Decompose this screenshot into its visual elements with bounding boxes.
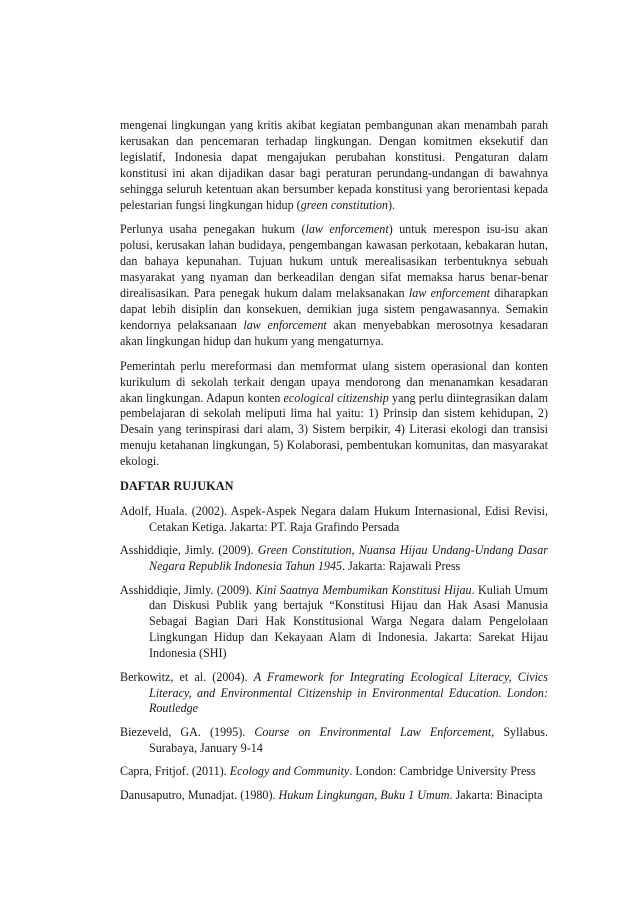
text-run: Pemerintah perlu mereformasi dan memformat ulang sistem operasional dan konten kurikulum di sekolah terkait dengan upaya mendorong dan menanamkan kesadaran akan lingkungan. Adapun konten (120, 358, 548, 405)
italic-text: green constitution (300, 197, 388, 212)
italic-text: law enforcement (243, 317, 327, 332)
references-heading: DAFTAR RUJUKAN (120, 479, 234, 494)
text-run: ) untuk merespon isu-isu akan polusi, kerusakan lahan budidaya, pengembangan kawasan perkotaan, kebakaran hutan, dan bahaya kepunahan. Tujuan hukum untuk merealisasikan terbentuknya sebuah masyarakat yang nyaman dan berkeadilan dengan sifat memaksa harus benar-benar direalisasikan. Para penegak hukum dalam melaksanakan (120, 222, 548, 301)
text-run: diharapkan dapat lebih disiplin dan konsekuen, demikian juga sistem pengawasannya. Semakin kendornya pelaksanaan (120, 286, 548, 332)
italic-text: Kini Saatnya Membumikan Konstitusi Hijau (255, 582, 472, 597)
reference-list (120, 504, 548, 804)
reference-entry (120, 670, 548, 718)
text-run: Asshiddiqie, Jimly. (2009). (120, 543, 258, 558)
text-run: Perlunya usaha penegakan hukum ( (120, 222, 306, 237)
body-paragraph (120, 222, 548, 349)
text-run: ). (387, 197, 395, 212)
text-run: Adolf, Huala. (2002). Aspek-Aspek Negara dalam Hukum Internasional, Edisi Revisi, Cetakan Ketiga. Jakarta: PT. Raja Grafindo Persada (120, 503, 548, 534)
text-run: . Jakarta: Rajawali Press (342, 559, 461, 574)
text-run: Capra, Fritjof. (2011). (120, 764, 230, 779)
text-run: akan menyebabkan merosotnya kesadaran akan lingkungan hidup dan hukum yang mengaturnya. (120, 317, 549, 348)
reference-entry (120, 543, 548, 575)
text-run: . Jakarta: Binacipta (449, 787, 543, 802)
italic-text: Green Constitution, Nuansa Hijau Undang-Undang Dasar Negara Republik Indonesia Tahun 1945 (149, 543, 548, 574)
body-paragraph (120, 359, 548, 470)
document-page (120, 118, 548, 811)
text-run: yang perlu diintegrasikan dalam pembelajaran di sekolah meliputi lima hal yaitu: 1) Prinsip dan sistem kehidupan, 2) Desain yang terinspirasi dari alam, 3) Sistem berpikir, 4) Literasi ekologi dan transisi menuju ketahanan lingkungan, 5) Kolaborasi, pembentukan komunitas, dan masyarakat ekologi. (120, 390, 549, 469)
italic-text: Ecology and Community (229, 764, 350, 779)
reference-entry (120, 504, 548, 536)
italic-text: Hukum Lingkungan, Buku 1 Umum (278, 787, 450, 802)
italic-text: ecological citizenship (283, 390, 389, 405)
reference-entry (120, 764, 548, 780)
text-run: mengenai lingkungan yang kritis akibat kegiatan pembangunan akan menambah parah kerusakan dan pencemaran terhadap lingkungan. Dengan komitmen eksekutif dan legislatif, Indonesia dapat mengajukan perubahan konstitusi. Pengaturan dalam konstitusi ini akan dijadikan dasar bagi peraturan perundang-undangan di bawahnya sehingga seluruh ketentuan akan bersumber kepada konstitusi yang berorientasi kepada pelestarian fungsi lingkungan hidup ( (120, 118, 548, 212)
reference-entry (120, 583, 548, 663)
body-paragraph (120, 118, 548, 213)
italic-text: A Framework for Integrating Ecological Literacy, Civics Literacy, and Environmental Citizenship in Environmental Education. London: Routledge (149, 669, 549, 716)
text-run: Danusaputro, Munadjat. (1980). (120, 787, 279, 802)
reference-entry (120, 725, 548, 757)
text-run: , Syllabus. Surabaya, January 9-14 (149, 724, 549, 755)
text-run: . London: Cambridge University Press (349, 764, 536, 779)
text-run: Biezeveld, GA. (1995). (120, 724, 255, 739)
body-text (120, 118, 548, 470)
text-run: Berkowitz, et al. (2004). (120, 669, 254, 684)
text-run: Asshiddiqie, Jimly. (2009). (120, 582, 256, 597)
text-run: . Kuliah Umum dan Diskusi Publik yang bertajuk “Konstitusi Hijau dan Hak Asasi Manusia Sebagai Bagian Dari Hak Konstitusional Warga Negara dalam Pengelolaan Lingkungan Hidup dan Kekayaan Alam di Indonesia. Jakarta: Sarekat Hijau Indonesia (SHI) (149, 582, 548, 661)
italic-text: Course on Environmental Law Enforcement (254, 724, 492, 739)
italic-text: law enforcement (408, 286, 490, 301)
reference-entry (120, 788, 548, 804)
italic-text: law enforcement (305, 222, 389, 237)
